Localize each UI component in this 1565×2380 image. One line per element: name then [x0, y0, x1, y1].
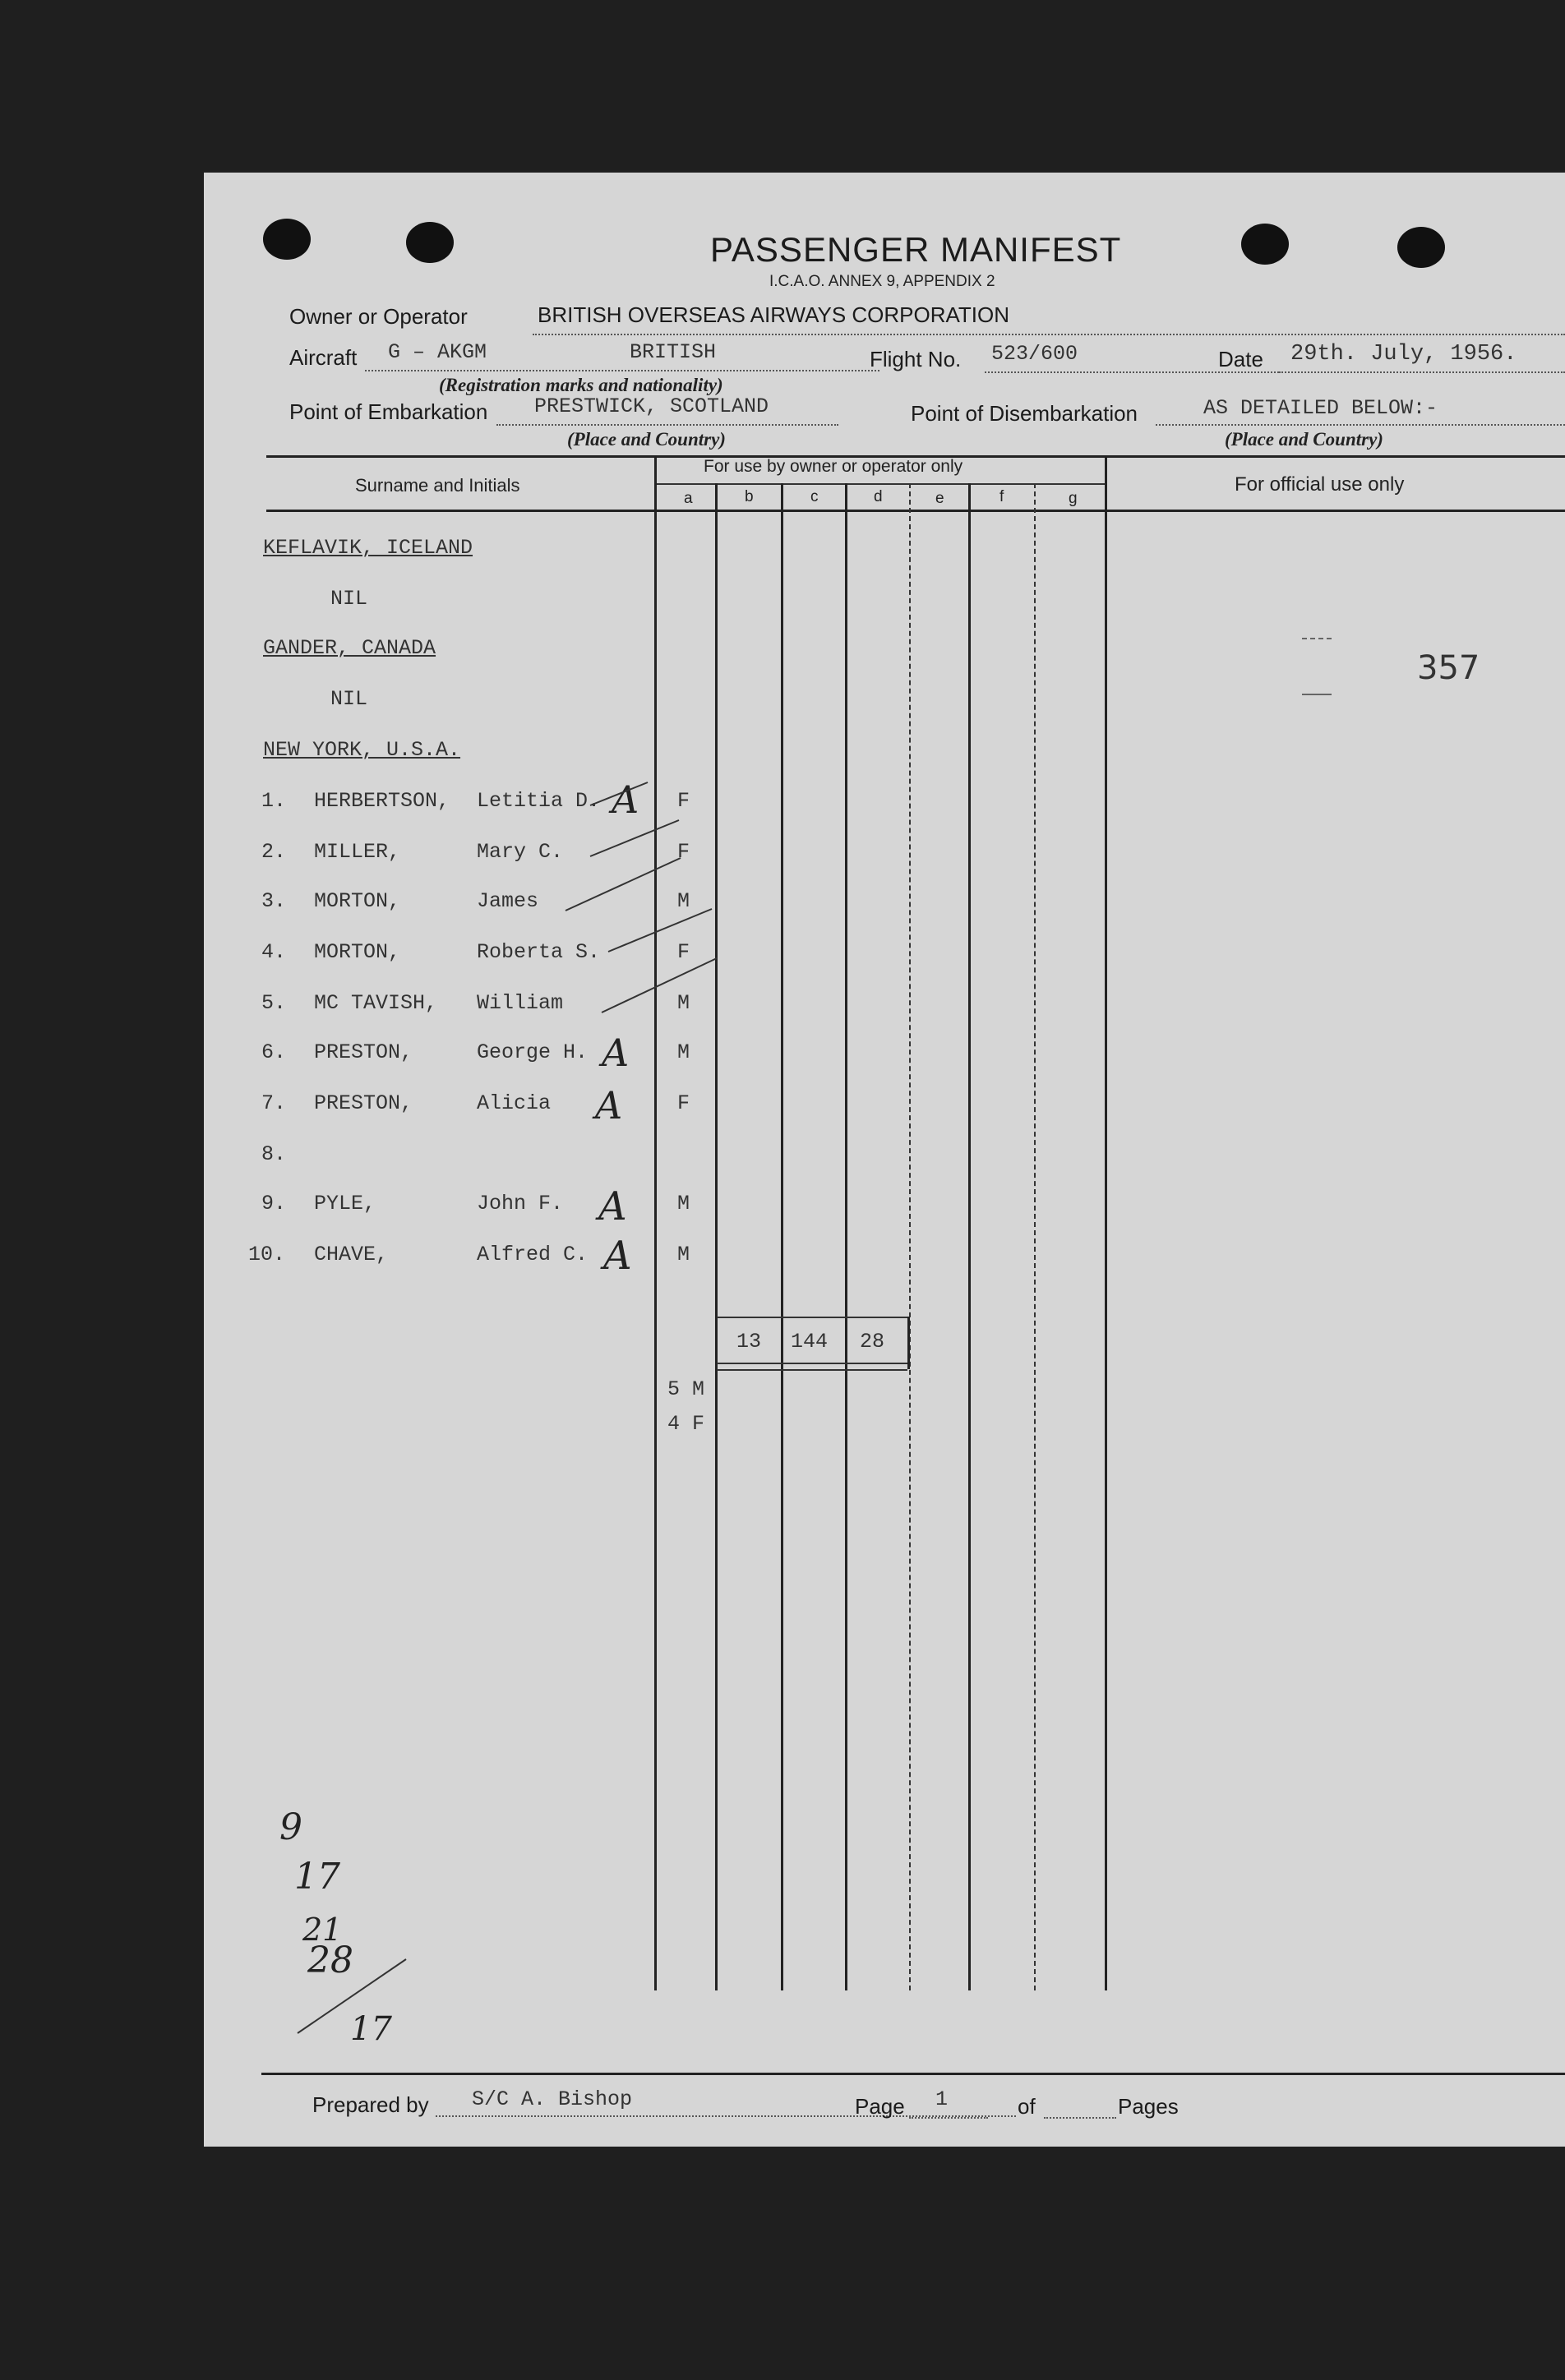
passenger-number: 7. — [261, 1091, 287, 1115]
passenger-number: 9. — [261, 1192, 287, 1215]
tally-number: 17 — [294, 1856, 340, 1898]
faint-marks — [1302, 638, 1332, 639]
date-value: 29th. July, 1956. — [1290, 342, 1517, 367]
passenger-sex: F — [677, 789, 690, 813]
total-d: 28 — [860, 1330, 885, 1354]
passenger-number: 10. — [248, 1243, 286, 1266]
passenger-sex: M — [677, 1040, 690, 1064]
of-line — [1044, 2117, 1116, 2119]
totals-top-rule — [717, 1317, 907, 1318]
passenger-surname: PRESTON, — [314, 1091, 413, 1115]
passenger-number: 8. — [261, 1142, 287, 1166]
passenger-sex: M — [677, 1243, 690, 1266]
column-c-header: c — [810, 488, 819, 505]
destination-new-york: NEW YORK, U.S.A. — [263, 738, 461, 762]
passenger-mark: A — [612, 777, 639, 822]
passenger-surname: CHAVE, — [314, 1243, 389, 1266]
passenger-given-name: Letitia D. — [477, 789, 601, 813]
column-g-header: g — [1069, 490, 1078, 507]
aircraft-label: Aircraft — [289, 345, 358, 370]
passenger-given-name: Roberta S. — [477, 940, 601, 964]
flight-label: Flight No. — [870, 347, 962, 371]
totals-right-edge — [907, 1317, 910, 1369]
operator-use-header: For use by owner or operator only — [704, 457, 963, 476]
total-c: 144 — [791, 1330, 829, 1354]
total-b: 13 — [736, 1330, 762, 1354]
aircraft-nationality: BRITISH — [630, 340, 717, 364]
aircraft-registration: G – AKGM — [388, 340, 487, 364]
destination-gander: GANDER, CANADA — [263, 636, 436, 660]
aircraft-note: (Registration marks and nationality) — [439, 375, 723, 395]
passenger-surname: MORTON, — [314, 940, 401, 964]
disembarkation-label: Point of Disembarkation — [911, 401, 1138, 426]
page-number: 1 — [935, 2087, 949, 2111]
official-reference-number: 357 — [1417, 649, 1480, 687]
tally-number: 17 — [350, 2010, 392, 2048]
destination-keflavik: KEFLAVIK, ICELAND — [263, 536, 473, 560]
passenger-surname: PYLE, — [314, 1192, 376, 1215]
passenger-sex: M — [677, 991, 690, 1015]
surname-header: Surname and Initials — [355, 475, 520, 496]
flight-number: 523/600 — [991, 342, 1078, 366]
faint-marks — [1302, 694, 1332, 695]
operator-label: Owner or Operator — [289, 304, 468, 329]
tally-number: 9 — [279, 1806, 302, 1848]
destination-keflavik-entry: NIL — [330, 587, 368, 611]
passenger-surname: MORTON, — [314, 889, 401, 913]
passenger-number: 4. — [261, 940, 287, 964]
footer-rule — [261, 2073, 1565, 2075]
passenger-surname: MC TAVISH, — [314, 991, 438, 1015]
tally-number: 21 — [302, 1912, 343, 1948]
passenger-number: 6. — [261, 1040, 287, 1064]
manifest-page — [204, 173, 1565, 2147]
passenger-given-name: William — [477, 991, 564, 1015]
prepared-by-label: Prepared by — [312, 2092, 429, 2117]
passenger-number: 2. — [261, 840, 287, 864]
passenger-surname: MILLER, — [314, 840, 401, 864]
page-title: PASSENGER MANIFEST — [710, 230, 1122, 269]
pages-label: Pages — [1118, 2094, 1179, 2119]
date-label: Date — [1218, 347, 1263, 371]
passenger-number: 5. — [261, 991, 287, 1015]
disembarkation-note: (Place and Country) — [1225, 429, 1383, 450]
column-d-header: d — [874, 488, 883, 505]
passenger-surname: PRESTON, — [314, 1040, 413, 1064]
passenger-sex: F — [677, 940, 690, 964]
tally-strike — [294, 1956, 409, 2038]
passenger-sex: M — [677, 1192, 690, 1215]
official-use-header: For official use only — [1235, 473, 1405, 496]
embarkation-label: Point of Embarkation — [289, 399, 488, 424]
passenger-mark: A — [603, 1233, 632, 1279]
totals-bottom-rule-2 — [717, 1369, 907, 1371]
passenger-given-name: Alfred C. — [477, 1243, 589, 1266]
column-a-header: a — [684, 490, 693, 507]
destination-gander-entry: NIL — [330, 687, 368, 711]
embarkation-note: (Place and Country) — [567, 429, 726, 450]
passenger-given-name: James — [477, 889, 539, 913]
passenger-given-name: John F. — [477, 1192, 564, 1215]
passenger-number: 3. — [261, 889, 287, 913]
passenger-surname: HERBERTSON, — [314, 789, 450, 813]
embarkation-value: PRESTWICK, SCOTLAND — [534, 394, 769, 418]
column-f-header: f — [999, 488, 1004, 505]
male-count: 5 M — [667, 1377, 705, 1401]
disembarkation-value: AS DETAILED BELOW:- — [1203, 396, 1438, 420]
pencil-check-marks — [204, 173, 1565, 2147]
tally-number: 28 — [307, 1940, 353, 1981]
passenger-sex: F — [677, 1091, 690, 1115]
passenger-mark: A — [595, 1083, 623, 1128]
passenger-given-name: Mary C. — [477, 840, 564, 864]
passenger-sex: M — [677, 889, 690, 913]
page-line — [909, 2117, 988, 2119]
passenger-given-name: George H. — [477, 1040, 589, 1064]
passenger-sex: F — [677, 840, 690, 864]
passenger-mark: A — [598, 1183, 627, 1229]
totals-bottom-rule — [717, 1363, 907, 1364]
column-e-header: e — [935, 490, 944, 507]
page-subtitle: I.C.A.O. ANNEX 9, APPENDIX 2 — [769, 273, 995, 290]
column-b-header: b — [745, 488, 754, 505]
passenger-mark: A — [602, 1031, 630, 1075]
passenger-number: 1. — [261, 789, 287, 813]
page-label: Page — [855, 2094, 905, 2119]
passenger-given-name: Alicia — [477, 1091, 552, 1115]
of-label: of — [1018, 2094, 1036, 2119]
female-count: 4 F — [667, 1412, 705, 1436]
operator-value: BRITISH OVERSEAS AIRWAYS CORPORATION — [538, 302, 1010, 327]
prepared-by-value: S/C A. Bishop — [472, 2087, 633, 2111]
